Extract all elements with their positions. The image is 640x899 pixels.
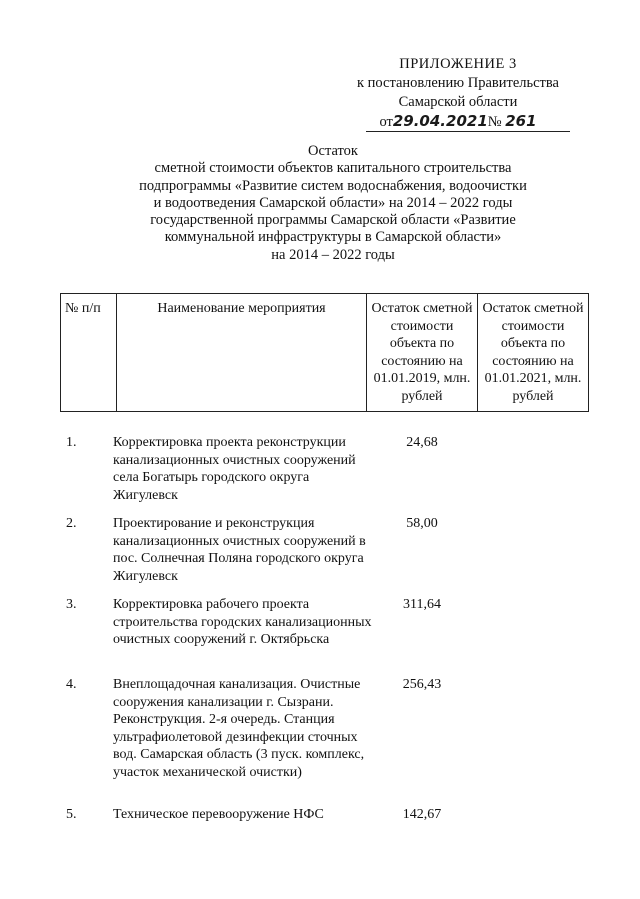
appendix-block (338, 55, 578, 132)
appendix-date-number (338, 112, 578, 132)
heading-line: на 2014 – 2022 годы (271, 246, 395, 263)
row-value-2019: 311,64 (403, 597, 441, 612)
row-number: 3. (66, 597, 77, 612)
appendix-line-2: Самарской области (398, 94, 518, 110)
header-number: № п/п (61, 294, 117, 412)
handwritten-date: 29.04.2021 (392, 112, 488, 130)
row-name: Проектирование и реконструкция канализационных очистных сооружений в пос. Солнечная Поляна городского округа Жигулевск (113, 516, 366, 584)
from-label: от (379, 114, 393, 130)
row-value-2019: 24,68 (406, 435, 438, 450)
row-value-2019: 58,00 (406, 516, 438, 531)
heading-line: коммунальной инфраструктуры в Самарской области» (164, 229, 502, 246)
row-name: Внеплощадочная канализация. Очистные сооружения канализации г. Сызрани. Реконструкция. 2-я очередь. Станция ультрафиолетовой дезинфекции сточных вод. Самарская область (3 пуск. комплекс, участок механической очистки) (113, 677, 365, 780)
header-value-2021: Остаток сметной стоимости объекта по состоянию на 01.01.2021, млн. рублей (478, 294, 589, 412)
appendix-title: ПРИЛОЖЕНИЕ 3 (399, 56, 517, 72)
document-heading (118, 143, 548, 264)
row-number: 1. (66, 435, 77, 450)
heading-line: и водоотведения Самарской области» на 2014 – 2022 годы (153, 194, 513, 211)
table-header-row (61, 294, 589, 412)
date-underline (366, 131, 570, 132)
heading-line: подпрограммы «Развитие систем водоснабжения, водоочистки (139, 177, 527, 194)
row-name: Техническое перевооружение НФС (113, 807, 324, 822)
heading-line: государственной программы Самарской области «Развитие (150, 212, 516, 229)
row-name: Корректировка рабочего проекта строительства городских канализационных очистных сооружений г. Октябрьска (113, 597, 372, 647)
row-number: 2. (66, 516, 77, 531)
row-value-2019: 256,43 (402, 677, 442, 692)
data-table (60, 293, 589, 412)
heading-line: Остаток (308, 143, 358, 159)
appendix-line-1: к постановлению Правительства (357, 75, 559, 91)
handwritten-number: 261 (505, 112, 537, 130)
row-number: 4. (66, 677, 77, 692)
header-value-2019: Остаток сметной стоимости объекта по состоянию на 01.01.2019, млн. рублей (367, 294, 478, 412)
row-name: Корректировка проекта реконструкции канализационных очистных сооружений села Богатырь городского округа Жигулевск (113, 435, 356, 503)
row-value-2019: 142,67 (402, 807, 442, 822)
number-label: № (487, 114, 502, 130)
heading-line: сметной стоимости объектов капитального строительства (154, 160, 512, 177)
row-number: 5. (66, 807, 77, 822)
header-name: Наименование мероприятия (117, 294, 367, 412)
